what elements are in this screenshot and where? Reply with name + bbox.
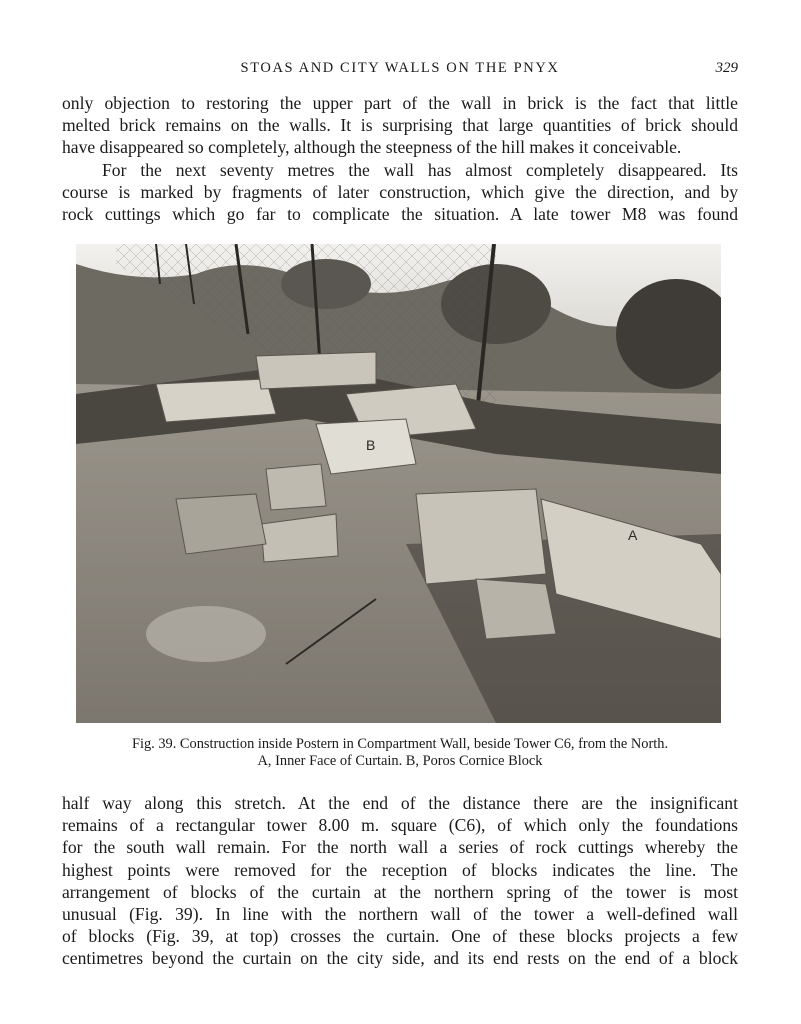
paragraph-continuation [62,92,738,159]
stone-block [266,464,326,510]
caption-line: Fig. 39. Construction inside Postern in Compartment Wall, beside Tower C6, from the North. [131,736,669,752]
text-line: For the next seventy metres the wall has almost completely disappeared. Its [102,160,738,180]
text-line: melted brick remains on the walls. It is surprising that large quantities of brick should [62,115,738,136]
running-head [62,60,738,82]
text-line: centimetres beyond the curtain on the city side, and its end rests on the end of a block [62,948,738,969]
figure-photograph [76,244,721,723]
stone-block [176,494,266,554]
text-line: for the south wall remain. For the north wall a series of rock cuttings whereby the [62,837,738,858]
caption-line: A, Inner Face of Curtain. B, Poros Cornice Block [257,753,543,769]
stone-block [256,352,376,389]
label-A: A [628,527,638,543]
text-line: half way along this stretch. At the end of the distance there are the insignificant [62,793,738,813]
figure-caption [62,736,738,770]
stone-block [476,579,556,639]
text-line: of blocks (Fig. 39, at top) crosses the curtain. One of these blocks projects a few [62,926,738,947]
label-B: B [366,437,376,453]
text-line: remains of a rectangular tower 8.00 m. square (C6), of which only the foundations [62,815,738,836]
text-line: course is marked by fragments of later construction, which give the direction, and by [62,182,738,203]
text-line: arrangement of blocks of the curtain at the northern spring of the tower is most [62,881,738,902]
text-line: rock cuttings which go far to complicate the situation. A late tower M8 was found [62,204,738,225]
text-line: highest points were removed for the reception of blocks indicates the line. The [62,859,738,880]
text-line: have disappeared so completely, although the steepness of the hill makes it conceivable. [62,137,682,158]
text-line: only objection to restoring the upper part of the wall in brick is the fact that little [62,93,738,113]
ground-patch [146,606,266,662]
paragraph-seventy-metres [62,159,738,226]
page-number: 329 [715,60,738,76]
paragraph-halfway [62,792,738,970]
running-title: STOAS AND CITY WALLS ON THE PNYX [240,60,560,76]
stone-block [156,379,276,422]
stone-block [416,489,546,584]
text-line: unusual (Fig. 39). In line with the northern wall of the tower a well-defined wall [62,904,738,925]
